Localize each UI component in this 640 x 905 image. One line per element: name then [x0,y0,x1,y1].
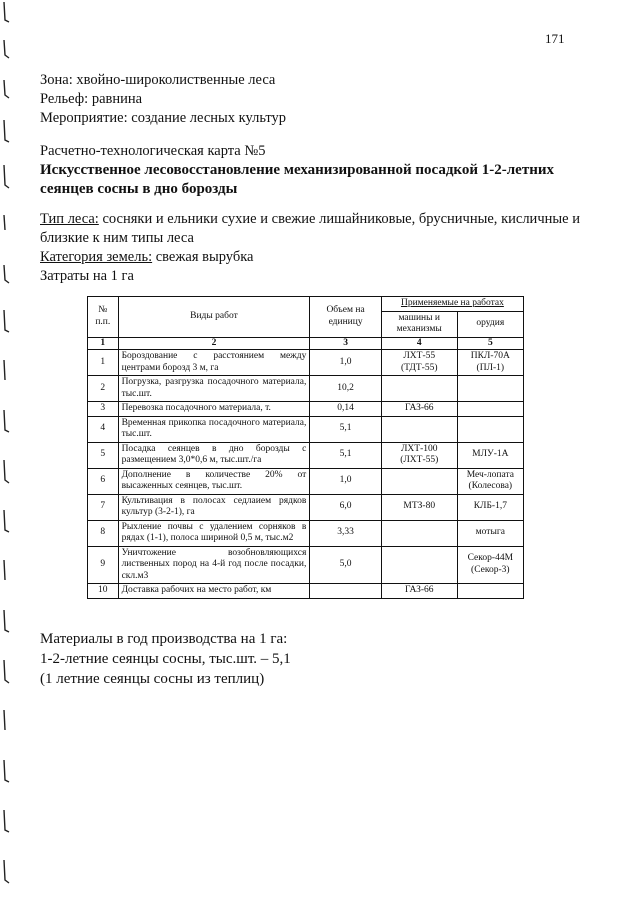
col-number: 5 [457,337,523,350]
row-work: Культивация в полосах седлаием рядков культур (3-2-1), га [118,494,310,520]
row-volume: 6,0 [310,494,382,520]
row-work: Бороздование с расстоянием между центрами борозд 3 м, га [118,350,310,376]
row-number: 7 [88,494,119,520]
row-number: 6 [88,468,119,494]
card-heading [40,142,580,199]
row-work: Погрузка, разгрузка посадочного материала, тыс.шт. [118,376,310,402]
works-table-body [88,350,524,599]
row-work: Уничтожение возобновляющихся лиственных пород на 4-й год после посадки, скл.м3 [118,546,310,584]
table-row [88,442,524,468]
row-tool: мотыга [457,520,523,546]
table-row [88,402,524,417]
row-work: Доставка рабочих на место работ, км [118,584,310,599]
row-machine: ГАЗ-66 [381,402,457,417]
col-number: 3 [310,337,382,350]
row-work: Посадка сеянцев в дно борозды с размещением 3,0*0,6 м, тыс.шт./га [118,442,310,468]
table-row [88,494,524,520]
row-work: Рыхление почвы с удалением сорняков в рядах (1-1), полоса шириной 0,5 м, тыс.м2 [118,520,310,546]
row-number: 2 [88,376,119,402]
card-subtitle: Искусственное лесовосстановление механизированной посадкой 1-2-летних сеянцев сосны в дно борозды [40,162,554,197]
table-row [88,546,524,584]
header-num: № п.п. [88,297,119,338]
row-machine [381,468,457,494]
measure-line: Мероприятие: создание лесных культур [40,110,287,126]
site-description [40,71,580,128]
col-number: 2 [118,337,310,350]
header-works: Виды работ [118,297,310,338]
row-tool: Меч-лопата (Колесова) [457,468,523,494]
table-row [88,376,524,402]
row-work: Дополнение в количестве 20% от высаженных сеянцев, тыс.шт. [118,468,310,494]
binding-edge-marks [0,0,18,905]
row-machine: ЛХТ-100 (ЛХТ-55) [381,442,457,468]
seedlings-line: 1-2-летние сеянцы сосны, тыс.шт. – 5,1 [40,651,291,667]
table-row [88,468,524,494]
row-tool [457,416,523,442]
works-table [87,296,524,599]
row-machine: ЛХТ-55 (ТДТ-55) [381,350,457,376]
card-title: Расчетно-технологическая карта №5 [40,143,266,159]
row-machine: ГАЗ-66 [381,584,457,599]
costs-line: Затраты на 1 га [40,268,134,284]
header-applied: Применяемые на работах [381,297,523,312]
table-row [88,584,524,599]
row-number: 5 [88,442,119,468]
materials-section [40,629,580,689]
header-machines: машины и механизмы [381,311,457,337]
forest-type-label: Тип леса: [40,211,99,227]
header-volume: Объем на единицу [310,297,382,338]
row-number: 9 [88,546,119,584]
row-volume: 3,33 [310,520,382,546]
forest-info [40,210,580,286]
col-number: 4 [381,337,457,350]
table-row [88,350,524,376]
row-tool: КЛБ-1,7 [457,494,523,520]
row-machine [381,416,457,442]
row-volume: 5,1 [310,442,382,468]
row-volume: 5,0 [310,546,382,584]
row-number: 8 [88,520,119,546]
row-volume: 5,1 [310,416,382,442]
forest-type-value: сосняки и ельники сухие и свежие лишайниковые, брусничные, кисличные и близкие к ним типы леса [40,211,580,246]
row-work: Перевозка посадочного материала, т. [118,402,310,417]
row-tool [457,376,523,402]
row-tool [457,584,523,599]
row-number: 1 [88,350,119,376]
row-machine: МТЗ-80 [381,494,457,520]
row-work: Временная прикопка посадочного материала, тыс.шт. [118,416,310,442]
table-row [88,520,524,546]
land-category-value: свежая вырубка [152,249,254,265]
row-volume: 1,0 [310,350,382,376]
row-number: 3 [88,402,119,417]
row-volume: 0,14 [310,402,382,417]
row-number: 4 [88,416,119,442]
row-tool: ПКЛ-70А (ПЛ-1) [457,350,523,376]
col-number: 1 [88,337,119,350]
row-tool: МЛУ-1А [457,442,523,468]
seedlings-note: (1 летние сеянцы сосны из теплиц) [40,671,265,687]
header-tools: орудия [457,311,523,337]
column-number-row [88,337,524,350]
row-volume [310,584,382,599]
row-tool [457,402,523,417]
zone-line: Зона: хвойно-широколиственные леса [40,72,276,88]
row-machine [381,546,457,584]
row-machine [381,520,457,546]
row-number: 10 [88,584,119,599]
forest-type [40,210,580,248]
relief-line: Рельеф: равнина [40,91,143,107]
row-volume: 10,2 [310,376,382,402]
table-header-row [88,297,524,312]
land-category-label: Категория земель: [40,249,153,265]
land-category [40,248,580,267]
row-machine [381,376,457,402]
page-number: 171 [545,31,565,46]
materials-line: Материалы в год производства на 1 га: [40,631,288,647]
row-tool: Секор-44М (Секор-3) [457,546,523,584]
row-volume: 1,0 [310,468,382,494]
table-row [88,416,524,442]
